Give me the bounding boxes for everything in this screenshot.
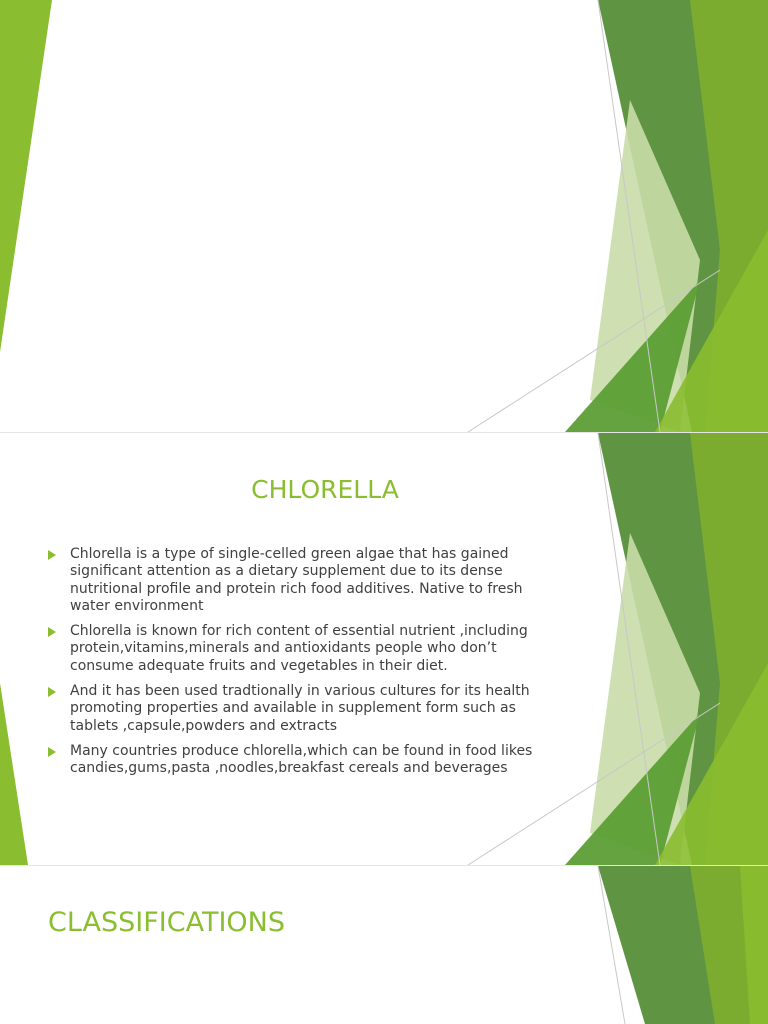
- bullet-text: Many countries produce chlorella,which can be found in food likes candies,gums,pasta ,noodles,breakfast cereals and beverages: [70, 742, 533, 777]
- bullet-arrow-icon: [48, 550, 56, 560]
- bullet-text: And it has been used tradtionally in various cultures for its health promoting properties and available in supplement form such as tablets ,capsule,powders and extracts: [70, 683, 530, 734]
- slide-divider: [0, 865, 768, 866]
- bullet-arrow-icon: [48, 687, 56, 697]
- left-green-wedge: [0, 683, 28, 865]
- bullet-text: Chlorella is known for rich content of essential nutrient ,including protein,vitamins,minerals and antioxidants people who don’t consume adequate fruits and vegetables in their diet.: [70, 623, 528, 674]
- left-green-wedge: [0, 0, 52, 352]
- slide-1: [0, 0, 768, 432]
- bullet-text: Chlorella is a type of single-celled green algae that has gained significant attention as a dietary supplement due to its dense nutritional profile and protein rich food additives. Native to fresh water environment: [70, 546, 523, 614]
- slide-title-chlorella: CHLORELLA: [251, 475, 399, 504]
- slide-title-classifications: CLASSIFICATIONS: [48, 907, 285, 938]
- bullet-arrow-icon: [48, 747, 56, 757]
- slide-1-decoration: [0, 0, 768, 432]
- bullet-item: [48, 546, 558, 615]
- bullet-list: [48, 546, 558, 786]
- slide-3-decoration: [0, 866, 768, 1024]
- bullet-arrow-icon: [48, 627, 56, 637]
- slide-divider: [0, 432, 768, 433]
- slide-3: [0, 866, 768, 1024]
- bullet-item: [48, 623, 558, 675]
- bullet-item: [48, 743, 558, 778]
- bullet-item: [48, 683, 558, 735]
